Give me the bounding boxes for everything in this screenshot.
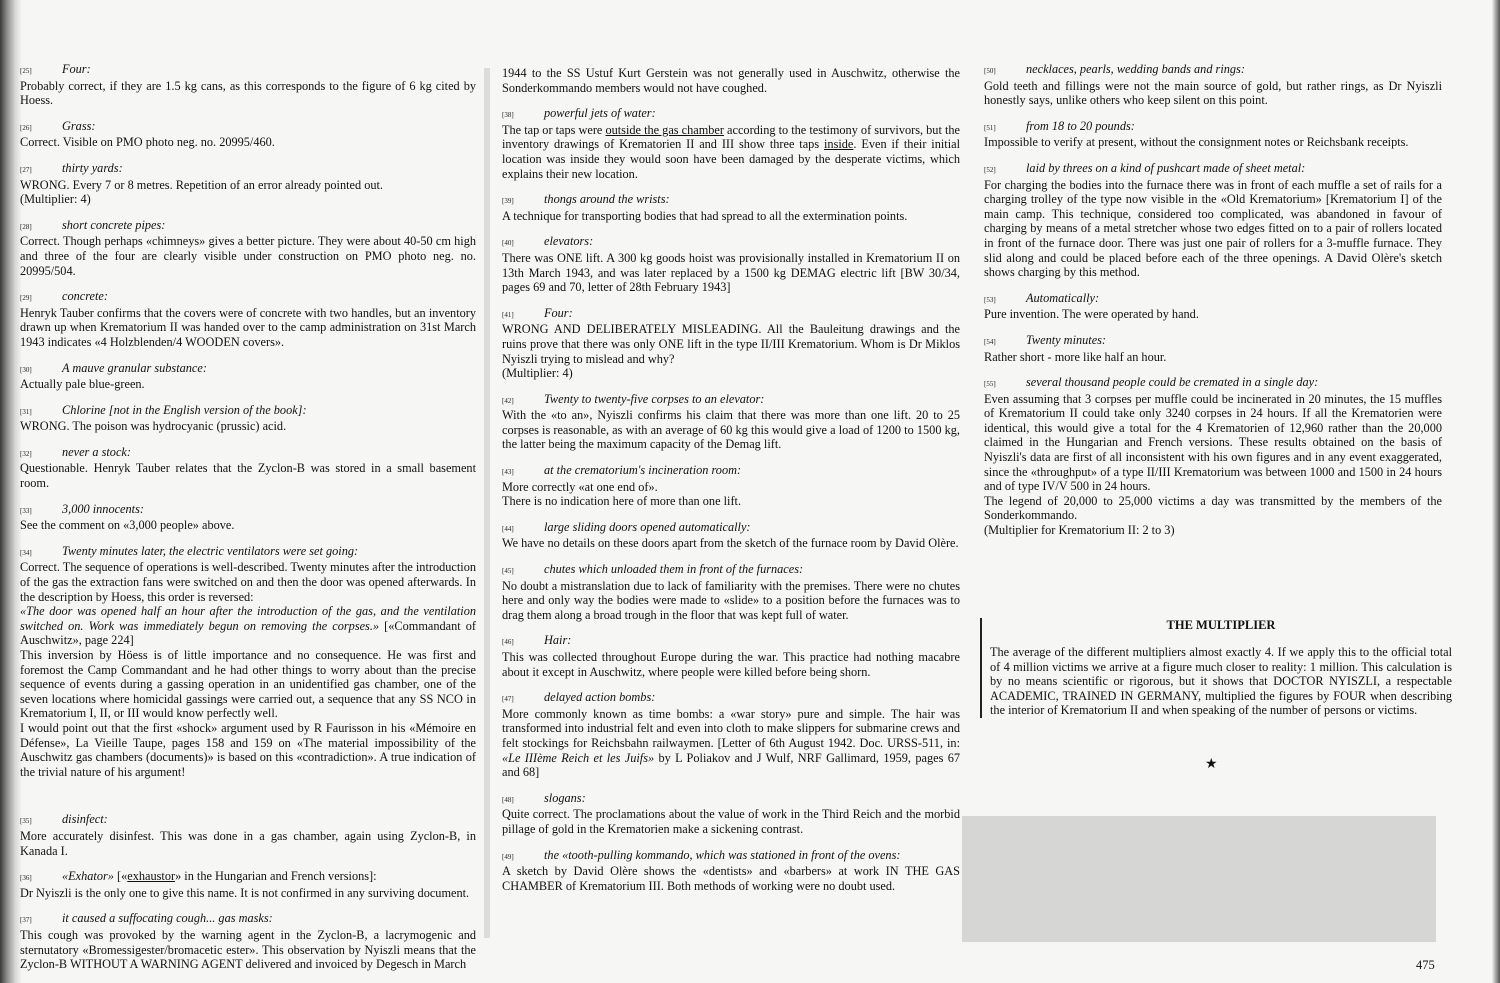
- note-number: [41]: [502, 310, 514, 319]
- note-item: [984, 333, 1442, 364]
- note-number: [49]: [502, 852, 514, 861]
- note-paragraph: The legend of 20,000 to 25,000 victims a day was transmitted by the members of the Sonderkommando.: [984, 493, 1442, 523]
- note-item: [20, 361, 476, 392]
- note-title: A mauve granular substance:: [62, 360, 207, 375]
- note-paragraph: For charging the bodies into the furnace there was in front of each muffle a set of rails for a charging trolley of the type now visible in the «Old Krematorium» [Krematorium I] of the main camp. This technique, considered too complicated, was abandoned in favour of charging by means of a metal stretcher whose two edges fitted on to a pair of rollers located in front of the furnace door. There was just one pair of rollers for a 3-muffle furnace. They slid along and could be placed before each of the three openings. A David Olère's sketch shows charging by this method.: [984, 177, 1442, 280]
- note-title: Hair:: [544, 633, 572, 648]
- note-paragraph: Dr Nyiszli is the only one to give this name. It is not confirmed in any surviving document.: [20, 885, 470, 900]
- note-paragraph: A technique for transporting bodies that had spread to all the extermination points.: [502, 208, 908, 223]
- note-title: several thousand people could be cremated in a single day:: [1026, 375, 1319, 390]
- note-paragraph: Questionable. Henryk Tauber relates that the Zyclon-B was stored in a small basement room.: [20, 461, 476, 491]
- star-ornament-icon: ★: [1205, 757, 1218, 772]
- block-quote: [20, 604, 476, 648]
- note-number: [46]: [502, 638, 514, 647]
- note-number: [51]: [984, 123, 996, 132]
- note-paragraph: We have no details on these doors apart from the sketch of the furnace room by David Olère.: [502, 536, 959, 551]
- note-title: Twenty minutes later, the electric ventilators were set going:: [62, 543, 359, 558]
- note-paragraph: WRONG. Every 7 or 8 metres. Repetition of an error already pointed out.: [20, 177, 383, 192]
- note-47: [502, 690, 960, 780]
- note-number: [39]: [502, 197, 514, 206]
- note-title: never a stock:: [62, 444, 131, 459]
- quote-text: «The door was opened half an hour after the introduction of the gas, and the ventilation switched on. Work was immediately begun on removing the corpses.»: [20, 604, 476, 633]
- note-item: [502, 306, 960, 381]
- note-number: [33]: [20, 506, 32, 515]
- note-paragraph: More correctly «at one end of».: [502, 479, 658, 494]
- note-item: [502, 791, 960, 837]
- note-35: [20, 812, 476, 858]
- note-number: [45]: [502, 567, 514, 576]
- note-title: necklaces, pearls, wedding bands and rings:: [1026, 62, 1245, 76]
- note-paragraph: Even assuming that 3 corpses per muffle could be incinerated in 20 minutes, the 15 muffles of Krematorium II could take only 3240 corpses in 24 hours. If all the Krematorien were identical, this would give a total for the 4 Krematorien of 12,960 rather than the 20,000 claimed in the Hungarian and French versions. These results obtained on the basis of Nyiszli's data are first of all inconsistent with his own figures and in any event exaggerated, since the «throughput» of a type II/III Krematorium was between 1000 and 1500 in 24 hours and of type IV/V 500 in 24 hours.: [984, 391, 1442, 494]
- note-paragraph: More accurately disinfest. This was done in a gas chamber, again using Zyclon-B, in Kanada I.: [20, 828, 476, 858]
- note-title: powerful jets of water:: [544, 106, 656, 121]
- note-number: [28]: [20, 222, 32, 231]
- note-paragraph: Pure invention. The were operated by hand.: [984, 307, 1199, 322]
- note-item: [20, 403, 476, 434]
- note-item: [502, 520, 960, 551]
- note-paragraph: Actually pale blue-green.: [20, 377, 145, 392]
- note-item: [502, 234, 960, 294]
- continuation-paragraph: [502, 66, 960, 95]
- note-number: [42]: [502, 396, 514, 405]
- note-number: [43]: [502, 468, 514, 477]
- note-item: [502, 192, 960, 223]
- note-item: [20, 502, 476, 533]
- note-title: it caused a suffocating cough... gas masks:: [62, 911, 273, 926]
- note-paragraph: WRONG. The poison was hydrocyanic (prussic) acid.: [20, 419, 287, 434]
- note-number: [53]: [984, 295, 996, 304]
- note-paragraph: With the «to an», Nyiszli confirms his claim that there was more than one lift. 20 to 25 corpses is reasonable, as with an average of 60 kg this would give a load of 1200 to 1500 kg, the latter being the maximum capacity of the Demag lift.: [502, 408, 960, 452]
- note-title: delayed action bombs:: [544, 690, 656, 705]
- note-number: [50]: [984, 67, 996, 75]
- note-number: [26]: [20, 123, 32, 132]
- note-36: [20, 869, 476, 900]
- note-title: short concrete pipes:: [62, 217, 166, 232]
- note-number: [40]: [502, 239, 514, 248]
- note-paragraph: (Multiplier: 4): [502, 366, 573, 381]
- note-item: [984, 291, 1442, 322]
- note-title: chutes which unloaded them in front of the furnaces:: [544, 562, 804, 577]
- book-binding-shadow: [0, 0, 22, 983]
- note-number: [27]: [20, 165, 32, 174]
- note-paragraph: Correct. Though perhaps «chimneys» gives a better picture. They were about 40-50 cm high and three of the four are clearly visible under construction on PMO photo neg. no. 20995/504.: [20, 234, 476, 278]
- note-number: [36]: [20, 874, 32, 883]
- quote-citation: [«Commandant of Auschwitz», page 224]: [20, 618, 476, 648]
- note-paragraph: Probably correct, if they are 1.5 kg cans, as this corresponds to the figure of 6 kg cited by Hoess.: [20, 78, 476, 108]
- note-title: Grass:: [62, 118, 96, 133]
- note-item: [502, 562, 960, 622]
- note-number: [37]: [20, 916, 32, 925]
- note-paragraph: The tap or taps were outside the gas chamber according to the testimony of survivors, but the inventory drawings of Krematorien II and III show three taps inside. Even if their initial location was inside they would soon have been damaged by the desperate victims, which explains their new location.: [502, 122, 960, 181]
- note-number: [25]: [20, 67, 32, 75]
- column-2: [502, 66, 960, 904]
- note-title: concrete:: [62, 289, 108, 304]
- note-paragraph: Correct. Visible on PMO photo neg. no. 20995/460.: [20, 135, 275, 150]
- note-number: [54]: [984, 337, 996, 346]
- note-paragraph: Impossible to verify at present, without the consignment notes or Reichsbank receipts.: [984, 135, 1409, 150]
- note-item: [502, 848, 960, 894]
- note-title: 3,000 innocents:: [62, 501, 144, 516]
- bleed-through-shaded-area: [962, 816, 1436, 942]
- note-paragraph: Henryk Tauber confirms that the covers were of concrete with two handles, but an inventory drawn up when Krematorium II was handed over to the camp administration on 31st March 1943 indicates «4 Holzblenden/4 WOODEN covers».: [20, 305, 476, 349]
- note-title: elevators:: [544, 234, 594, 249]
- note-item: [20, 218, 476, 278]
- note-number: [47]: [502, 695, 514, 704]
- note-number: [38]: [502, 111, 514, 120]
- column-1: [20, 62, 476, 983]
- note-paragraph: This inversion by Höess is of little importance and no consequence. He was first and foremost the Camp Commandant and he had other things to worry about than the precise sequence of events during a gassing operation in an unidentified gas chamber, one of the seven locations where homicidal gassings were carried out, a sequence that any SS NCO in Krematorium I, II, or III would know perfectly well.: [20, 648, 476, 721]
- note-paragraph: There was ONE lift. A 300 kg goods hoist was provisionally installed in Krematorium II on 13th March 1943, and was later replaced by a 1500 kg DEMAG electric lift [BW 30/34, pages 69 and 70, letter of 28th February 1943]: [502, 250, 960, 295]
- column-divider: [484, 68, 490, 938]
- note-title: Twenty to twenty-five corpses to an elevator:: [544, 391, 765, 406]
- note-paragraph: I would point out that the first «shock» argument used by R Faurisson in his «Mémoire en Défense», La Vieille Taupe, pages 158 and 159 on «The material impossibility of the Auschwitz gas chambers (documents)» is based on this «contradiction». A true indication of the trivial nature of his argument!: [20, 720, 476, 779]
- note-title: the «tooth-pulling kommando, which was stationed in front of the ovens:: [544, 847, 901, 862]
- note-37: [20, 911, 476, 971]
- note-item: [502, 392, 960, 452]
- note-item: [502, 633, 960, 679]
- multiplier-sidebar: [980, 618, 1452, 718]
- section-body: The average of the different multipliers almost exactly 4. If we apply this to the official total of 4 million victims we arrive at a figure much closer to reality: 1 million. This calculation is by no means scientific or rigorous, but it shows that DOCTOR NYISZLI, a respectable ACADEMIC, TRAINED IN GERMANY, multiplied the figures by FOUR when describing the interior of Krematorium II and when speaking of the number of persons or victims.: [990, 645, 1452, 718]
- note-title: Twenty minutes:: [1026, 332, 1107, 347]
- note-title: laid by threes on a kind of pushcart made of sheet metal:: [1026, 160, 1306, 175]
- note-number: [34]: [20, 548, 32, 557]
- note-number: [52]: [984, 165, 996, 174]
- section-heading: THE MULTIPLIER: [1166, 618, 1276, 632]
- note-item: [984, 62, 1442, 108]
- note-title: Four:: [544, 305, 573, 320]
- note-paragraph: Gold teeth and fillings were not the main source of gold, but rather rings, as Dr Nyiszli honestly says, unlike others who keep silent on this point.: [984, 78, 1442, 108]
- note-number: [31]: [20, 407, 32, 416]
- note-paragraph: This cough was provoked by the warning agent in the Zyclon-B, a lacrymogenic and sternutatory «Bromessigester/bromacetic ester». This observation by Nyiszli means that the Zyclon-B WITHOUT A WARNING AGENT delivered and invoiced by Degesch in March: [20, 927, 476, 972]
- note-paragraph: See the comment on «3,000 people» above.: [20, 518, 235, 533]
- note-paragraph: Correct. The sequence of operations is well-described. Twenty minutes after the introduction of the gas the extraction fans were switched on and then the door was opened afterwards. In the description by Hoess, this order is reversed:: [20, 560, 476, 604]
- note-paragraph: WRONG AND DELIBERATELY MISLEADING. All the Bauleitung drawings and the ruins prove that there was only ONE lift in the type II/III Krematorium. Whom is Dr Miklos Nyiszli trying to mislead and why?: [502, 322, 960, 366]
- note-item: [20, 289, 476, 349]
- note-paragraph: A sketch by David Olère shows the «dentists» and «barbers» at work IN THE GAS CHAMBER of Krematorium III. Both methods of working were no doubt used.: [502, 864, 960, 893]
- note-paragraph: More commonly known as time bombs: a «war story» pure and simple. The hair was transformed into industrial felt and even into cloth to make slippers for submarine crews and felt stockings for Reichsbahn railwaymen. [Letter of 6th August 1942. Doc. URSS-511, in: «Le IIIème Reich et les Juifs» by L Poliakov and J Wulf, NRF Gallimard, 1959, pages 67 and 68]: [502, 706, 960, 780]
- page-number: 475: [1416, 958, 1435, 972]
- note-title: Four:: [62, 62, 91, 76]
- note-number: [48]: [502, 795, 514, 804]
- note-number: [29]: [20, 294, 32, 303]
- note-item: [984, 161, 1442, 280]
- note-title: slogans:: [544, 790, 586, 805]
- note-item: [984, 119, 1442, 150]
- note-title: Chlorine [not in the English version of the book]:: [62, 402, 307, 417]
- note-item: [20, 62, 476, 108]
- note-number: [35]: [20, 817, 32, 826]
- note-paragraph: (Multiplier for Krematorium II: 2 to 3): [984, 523, 1175, 538]
- note-paragraph: Quite correct. The proclamations about the value of work in the Third Reich and the morbid pillage of gold in the Krematorien make a sickening contrast.: [502, 807, 960, 836]
- note-title: at the crematorium's incineration room:: [544, 463, 742, 478]
- note-paragraph: Rather short - more like half an hour.: [984, 349, 1167, 364]
- note-title: large sliding doors opened automatically:: [544, 519, 751, 534]
- note-38: [502, 106, 960, 181]
- note-number: [44]: [502, 524, 514, 533]
- note-title: thongs around the wrists:: [544, 192, 670, 207]
- note-number: [32]: [20, 449, 32, 458]
- note-item: [502, 463, 960, 509]
- note-item: [20, 445, 476, 491]
- note-title: Automatically:: [1026, 290, 1100, 305]
- note-title: disinfect:: [62, 812, 108, 827]
- column-3: [984, 62, 1442, 549]
- note-item: [20, 161, 476, 207]
- note-paragraph: No doubt a mistranslation due to lack of familiarity with the premises. There were no chutes here and only way the bodies were made to «slide» to a position before the furnaces was to drag them along a broad trough in the floor that was kept full of water.: [502, 578, 960, 622]
- note-34: [20, 544, 476, 780]
- note-number: [55]: [984, 380, 996, 389]
- note-paragraph: There is no indication here of more than one lift.: [502, 494, 742, 509]
- note-title: from 18 to 20 pounds:: [1026, 118, 1135, 133]
- note-title: thirty yards:: [62, 160, 123, 175]
- note-item: [984, 375, 1442, 538]
- note-paragraph: This was collected throughout Europe during the war. This practice had nothing macabre about it except in Auschwitz, where people were killed before being shorn.: [502, 650, 960, 679]
- note-paragraph: 1944 to the SS Ustuf Kurt Gerstein was not generally used in Auschwitz, otherwise the Sonderkommando members would not have coughed.: [502, 66, 960, 95]
- note-title: «Exhator» [«exhaustor» in the Hungarian and French versions]:: [62, 869, 377, 884]
- note-item: [20, 119, 476, 150]
- note-paragraph: (Multiplier: 4): [20, 192, 91, 207]
- note-number: [30]: [20, 365, 32, 374]
- page-edge-shadow: [1492, 0, 1500, 983]
